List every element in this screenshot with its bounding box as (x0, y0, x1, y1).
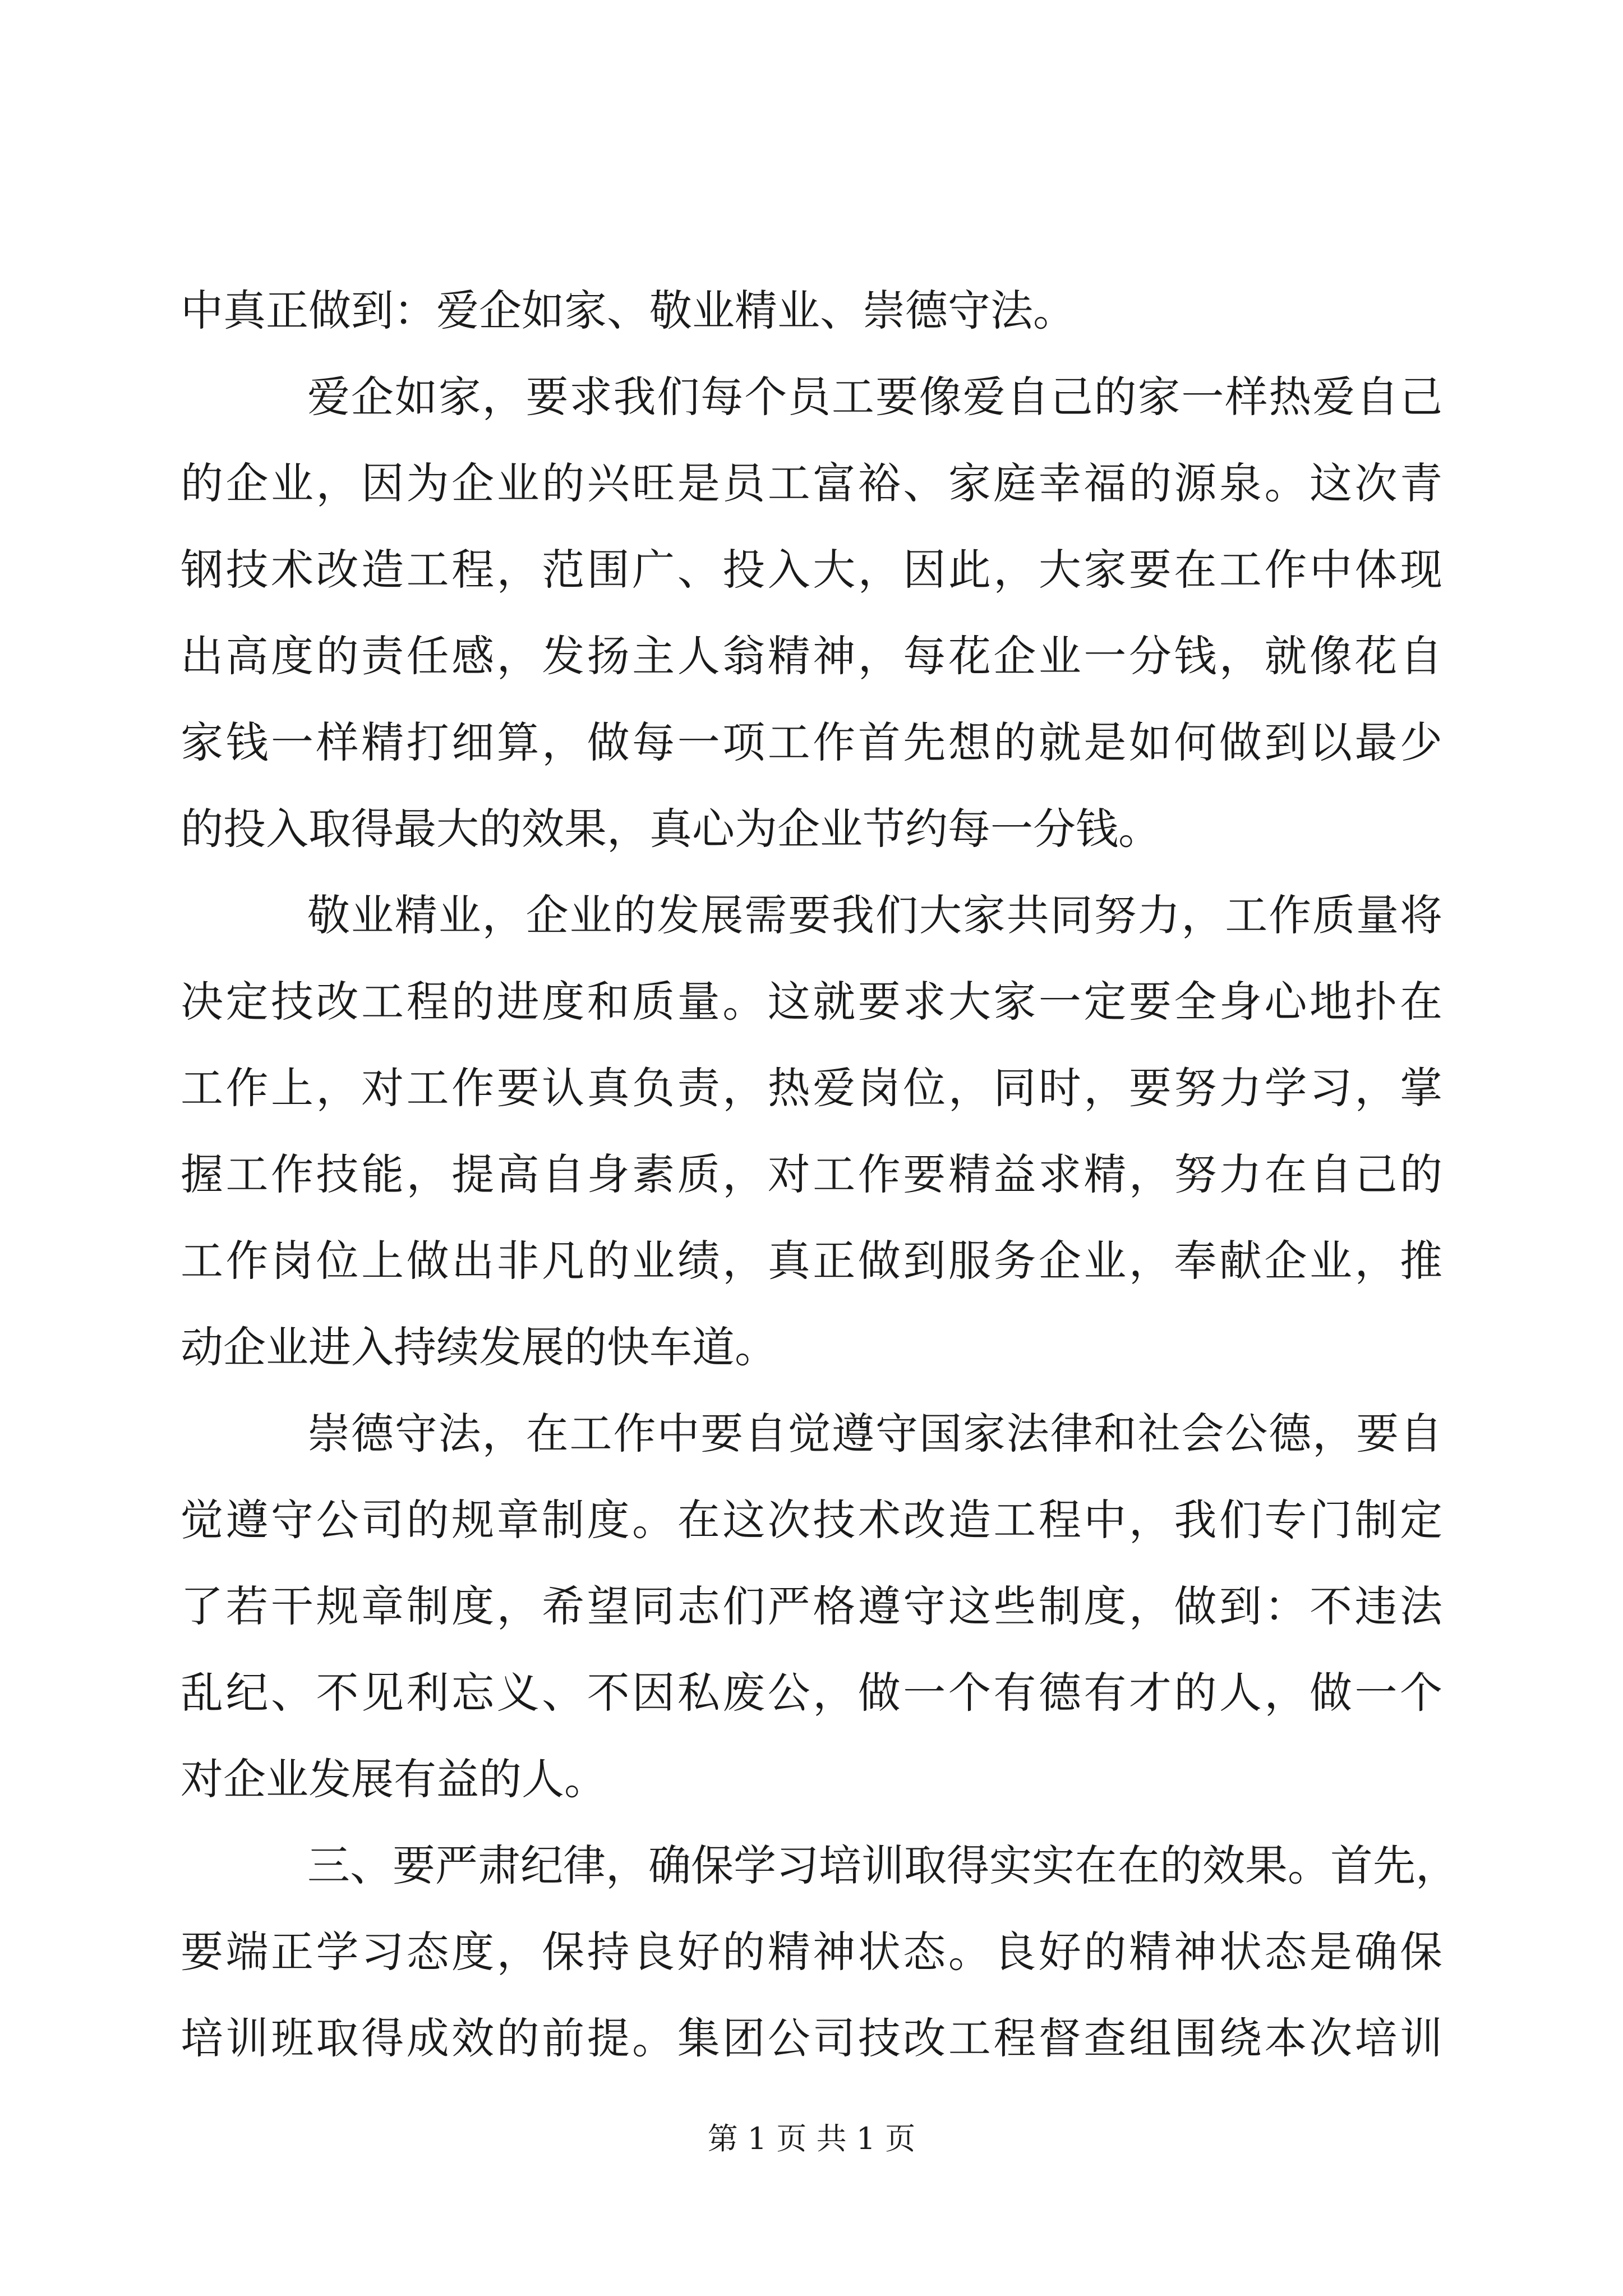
text-line: 的企业，因为企业的兴旺是员工富裕、家庭幸福的源泉。这次青 (181, 458, 1442, 508)
text-line: 家钱一样精打细算，做每一项工作首先想的就是如何做到以最少 (181, 717, 1442, 767)
text-line: 觉遵守公司的规章制度。在这次技术改造工程中，我们专门制定 (181, 1495, 1442, 1545)
text-line: 对企业发展有益的人。 (181, 1754, 607, 1804)
text-line: 握工作技能，提高自身素质，对工作要精益求精，努力在自己的 (181, 1149, 1442, 1199)
text-line: 崇德守法，在工作中要自觉遵守国家法律和社会公德，要自 (307, 1409, 1442, 1458)
text-line: 动企业进入持续发展的快车道。 (181, 1322, 777, 1372)
text-line: 出高度的责任感，发扬主人翁精神，每花企业一分钱，就像花自 (181, 631, 1442, 681)
text-line: 敬业精业，企业的发展需要我们大家共同努力，工作质量将 (307, 890, 1442, 940)
text-line: 了若干规章制度，希望同志们严格遵守这些制度，做到：不违法 (181, 1581, 1442, 1631)
text-line: 三、要严肃纪律，确保学习培训取得实实在在的效果。首先， (307, 1841, 1458, 1890)
text-line: 要端正学习态度，保持良好的精神状态。良好的精神状态是确保 (181, 1927, 1442, 1977)
text-line: 培训班取得成效的前提。集团公司技改工程督查组围绕本次培训 (181, 2013, 1442, 2063)
text-line: 工作上，对工作要认真负责，热爱岗位，同时，要努力学习，掌 (181, 1063, 1442, 1113)
text-line: 钢技术改造工程，范围广、投入大，因此，大家要在工作中体现 (181, 545, 1442, 595)
text-line: 工作岗位上做出非凡的业绩，真正做到服务企业，奉献企业，推 (181, 1236, 1442, 1286)
page-number-footer: 第 1 页 共 1 页 (707, 2121, 916, 2156)
text-line: 中真正做到：爱企如家、敬业精业、崇德守法。 (181, 286, 1076, 335)
text-line: 决定技改工程的进度和质量。这就要求大家一定要全身心地扑在 (181, 977, 1442, 1027)
text-line: 爱企如家，要求我们每个员工要像爱自己的家一样热爱自己 (307, 372, 1442, 422)
text-line: 乱纪、不见利忘义、不因私废公，做一个有德有才的人，做一个 (181, 1668, 1442, 1718)
text-line: 的投入取得最大的效果，真心为企业节约每一分钱。 (181, 804, 1161, 854)
